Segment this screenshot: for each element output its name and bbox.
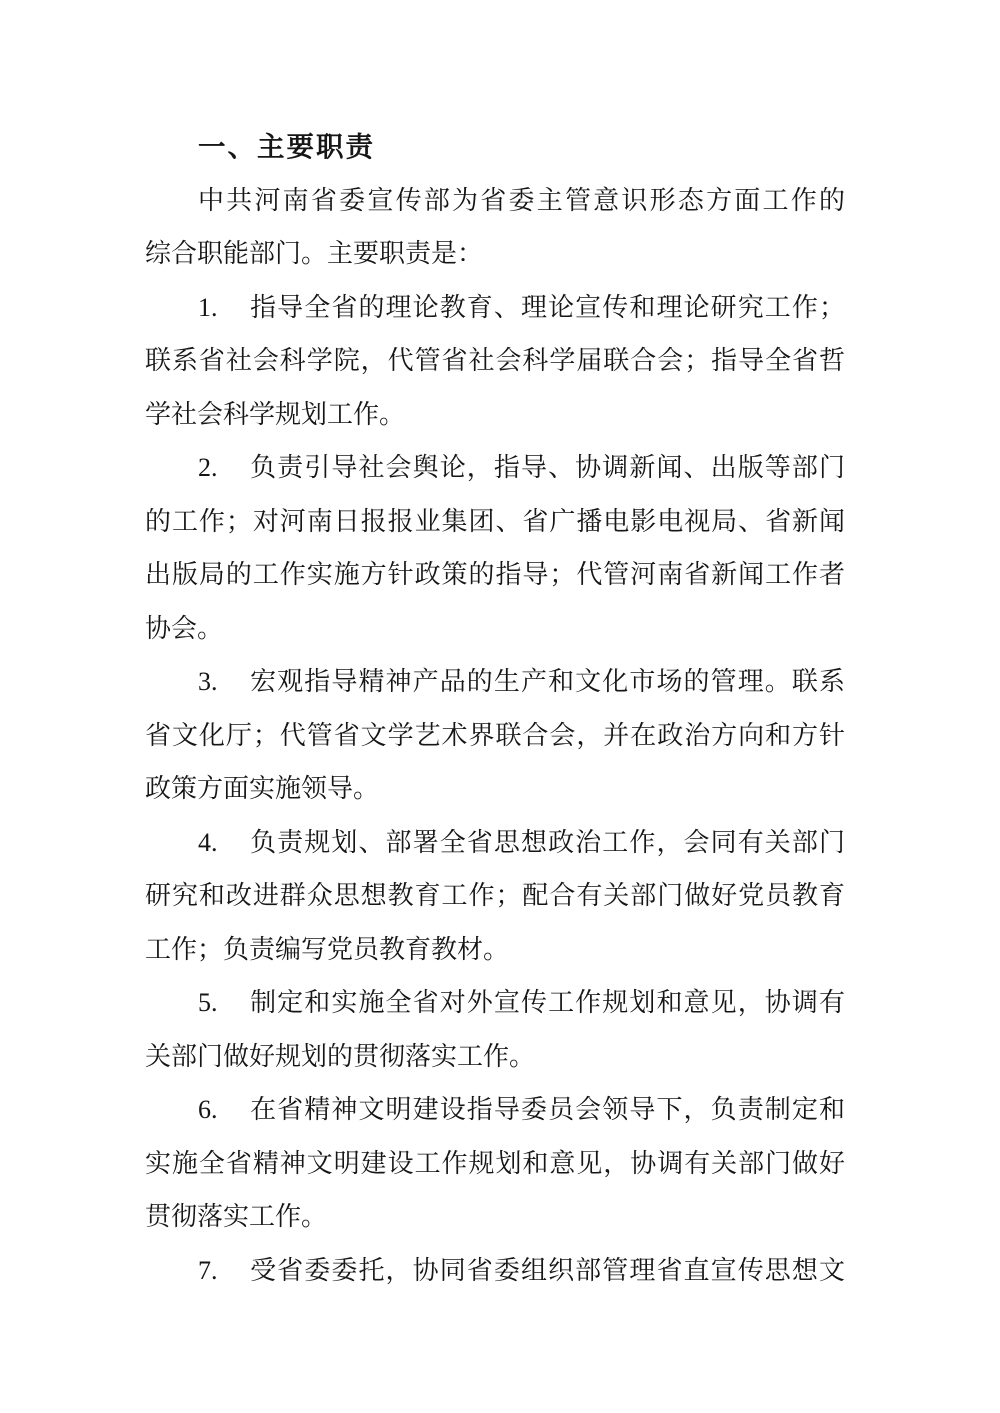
item-7 <box>145 1244 845 1298</box>
item-2-line: 的工作；对河南日报报业集团、省广播电影电视局、省新闻 <box>145 506 845 536</box>
item-5-text: 制定和实施全省对外宣传工作规划和意见，协调有 <box>249 988 845 1017</box>
item-1 <box>145 281 845 442</box>
item-4-number: 4. <box>198 827 218 857</box>
item-2-line: 出版局的工作实施方针政策的指导；代管河南省新闻工作者 <box>145 560 845 589</box>
item-3-number: 3. <box>198 667 218 696</box>
item-7-number: 7. <box>198 1255 218 1285</box>
item-1-text: 指导全省的理论教育、理论宣传和理论研究工作； <box>249 292 845 322</box>
item-6-line: 贯彻落实工作。 <box>145 1202 328 1231</box>
item-2-text: 负责引导社会舆论，指导、协调新闻、出版等部门 <box>249 453 845 482</box>
item-5-line <box>145 976 845 1030</box>
item-6 <box>145 1083 845 1244</box>
item-3-text: 宏观指导精神产品的生产和文化市场的管理。联系 <box>249 667 845 696</box>
item-3-line: 省文化厅；代管省文学艺术界联合会，并在政治方向和方针 <box>145 720 845 750</box>
item-6-text: 在省精神文明建设指导委员会领导下，负责制定和 <box>249 1095 845 1124</box>
item-3 <box>145 655 845 816</box>
item-6-line <box>145 1083 845 1137</box>
item-2-line <box>145 441 845 495</box>
intro-line: 中共河南省委宣传部为省委主管意识形态方面工作的 <box>198 185 845 215</box>
item-2-line: 协会。 <box>145 613 224 643</box>
item-3-line: 政策方面实施领导。 <box>145 774 380 803</box>
item-1-line: 学社会科学规划工作。 <box>145 399 406 429</box>
intro-paragraph <box>145 174 845 281</box>
item-6-line: 实施全省精神文明建设工作规划和意见，协调有关部门做好 <box>145 1148 845 1178</box>
item-2-number: 2. <box>198 453 218 482</box>
section-heading: 一、主要职责 <box>198 131 375 162</box>
item-5-line: 关部门做好规划的贯彻落实工作。 <box>145 1041 536 1071</box>
item-3-line <box>145 655 845 709</box>
item-4-line <box>145 816 845 870</box>
item-4 <box>145 816 845 977</box>
item-1-number: 1. <box>198 292 218 322</box>
item-5 <box>145 976 845 1083</box>
item-4-line: 工作；负责编写党员教育教材。 <box>145 934 510 964</box>
item-7-line <box>145 1244 845 1298</box>
item-7-text: 受省委委托，协同省委组织部管理省直宣传思想文 <box>249 1255 845 1285</box>
item-6-number: 6. <box>198 1095 218 1124</box>
item-1-line: 联系省社会科学院，代管省社会科学届联合会；指导全省哲 <box>145 346 845 375</box>
item-4-line: 研究和改进群众思想教育工作；配合有关部门做好党员教育 <box>145 881 845 910</box>
item-4-text: 负责规划、部署全省思想政治工作，会同有关部门 <box>249 827 845 857</box>
intro-line: 综合职能部门。主要职责是： <box>145 239 484 268</box>
item-1-line <box>145 281 845 335</box>
item-5-number: 5. <box>198 988 218 1017</box>
item-2 <box>145 441 845 655</box>
